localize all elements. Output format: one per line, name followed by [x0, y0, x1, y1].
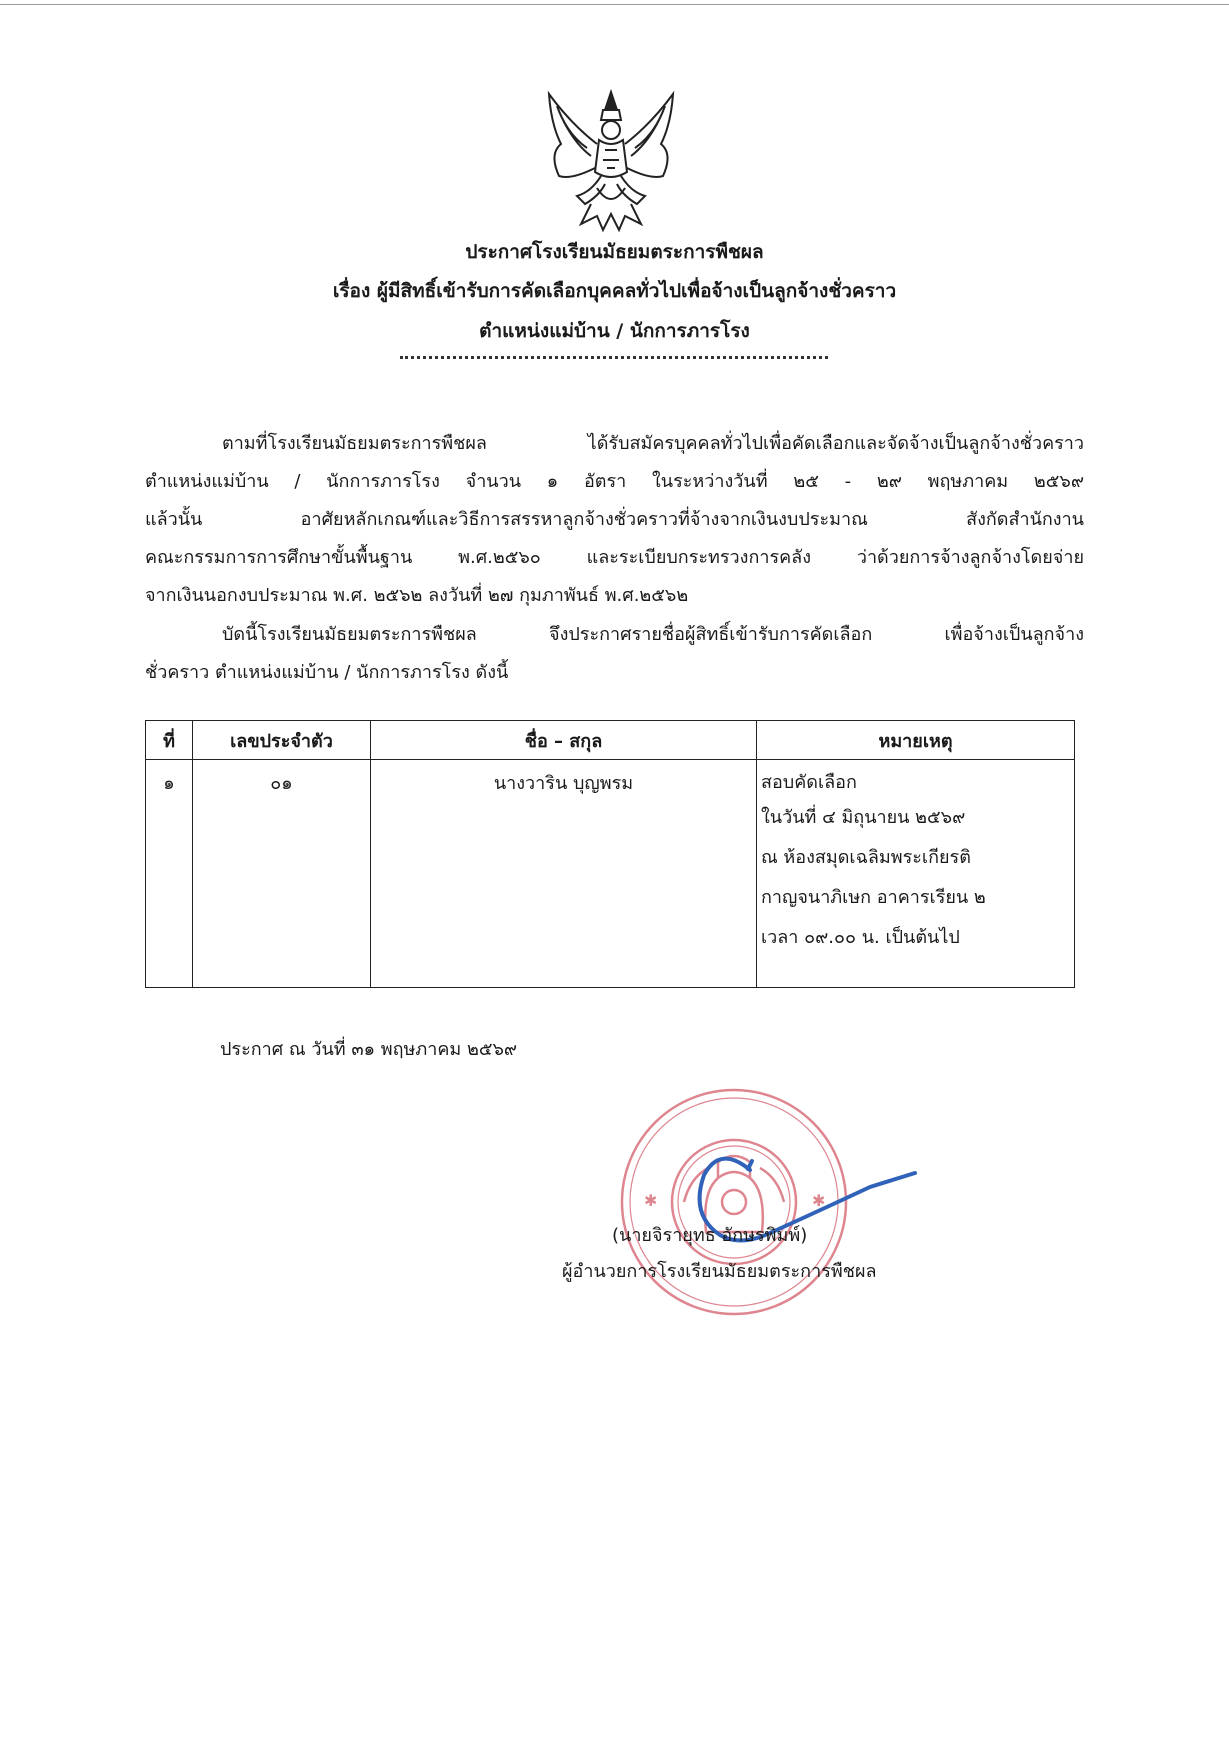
column-header-note: หมายเหตุ — [757, 721, 1075, 760]
body-paragraph-line: คณะกรรมการการศึกษาขั้นพื้นฐาน พ.ศ.๒๕๖๐ และระเบียบกระทรวงการคลัง ว่าด้วยการจ้างลูกจ้างโดยจ่าย — [145, 547, 1084, 568]
signer-title: ผู้อำนวยการโรงเรียนมัธยมตระการพืชผล — [562, 1261, 877, 1282]
announcement-title: ประกาศโรงเรียนมัธยมตระการพืชผล — [465, 241, 764, 263]
announcement-date: ประกาศ ณ วันที่ ๓๑ พฤษภาคม ๒๕๖๙ — [220, 1039, 518, 1060]
cell-name: นางวาริน บุญพรม — [371, 760, 757, 988]
body-paragraph-line: ตามที่โรงเรียนมัธยมตระการพืชผล ได้รับสมัครบุคคลทั่วไปเพื่อคัดเลือกและจัดจ้างเป็นลูกจ้างชั่วคราว — [222, 433, 1084, 454]
applicant-table — [145, 720, 1075, 988]
note-line: เวลา ๐๙.๐๐ น. เป็นต้นไป — [761, 927, 960, 948]
column-header-name: ชื่อ – สกุล — [371, 721, 757, 760]
body-paragraph-line: จากเงินนอกงบประมาณ พ.ศ. ๒๕๖๒ ลงวันที่ ๒๗ กุมภาพันธ์ พ.ศ.๒๕๖๒ — [145, 585, 689, 606]
scan-edge-line — [0, 4, 1229, 5]
dotted-divider — [400, 356, 828, 359]
signer-name: (นายจิรายุทธ อักษรพิมพ์) — [612, 1225, 808, 1246]
body-paragraph-line: บัดนี้โรงเรียนมัธยมตระการพืชผล จึงประกาศรายชื่อผู้สิทธิ์เข้ารับการคัดเลือก เพื่อจ้างเป็นลูกจ้าง — [222, 624, 1084, 645]
cell-id: ๐๑ — [193, 760, 371, 988]
column-header-no: ที่ — [146, 721, 193, 760]
note-line: สอบคัดเลือก — [761, 772, 857, 793]
garuda-emblem-icon — [541, 84, 681, 234]
announcement-position: ตำแหน่งแม่บ้าน / นักการภารโรง — [479, 320, 750, 342]
body-paragraph-line: ตำแหน่งแม่บ้าน / นักการภารโรง จำนวน ๑ อัตรา ในระหว่างวันที่ ๒๕ - ๒๙ พฤษภาคม ๒๕๖๙ — [145, 471, 1084, 492]
svg-text:✱: ✱ — [644, 1191, 658, 1210]
svg-text:✱: ✱ — [812, 1191, 826, 1210]
body-paragraph-line: ชั่วคราว ตำแหน่งแม่บ้าน / นักการภารโรง ดังนี้ — [145, 662, 509, 683]
note-line: ณ ห้องสมุดเฉลิมพระเกียรติ — [761, 847, 971, 868]
note-line: กาญจนาภิเษก อาคารเรียน ๒ — [761, 887, 986, 908]
table-row — [146, 760, 1075, 988]
body-paragraph-line: แล้วนั้น อาศัยหลักเกณฑ์และวิธีการสรรหาลูกจ้างชั่วคราวที่จ้างจากเงินงบประมาณ สังกัดสำนักงาน — [145, 509, 1084, 530]
announcement-subject: เรื่อง ผู้มีสิทธิ์เข้ารับการคัดเลือกบุคคลทั่วไปเพื่อจ้างเป็นลูกจ้างชั่วคราว — [332, 280, 897, 302]
column-header-id: เลขประจำตัว — [193, 721, 371, 760]
cell-note — [757, 760, 1075, 988]
note-line: ในวันที่ ๔ มิถุนายน ๒๕๖๙ — [761, 807, 966, 828]
table-header-row — [146, 721, 1075, 760]
cell-no: ๑ — [146, 760, 193, 988]
